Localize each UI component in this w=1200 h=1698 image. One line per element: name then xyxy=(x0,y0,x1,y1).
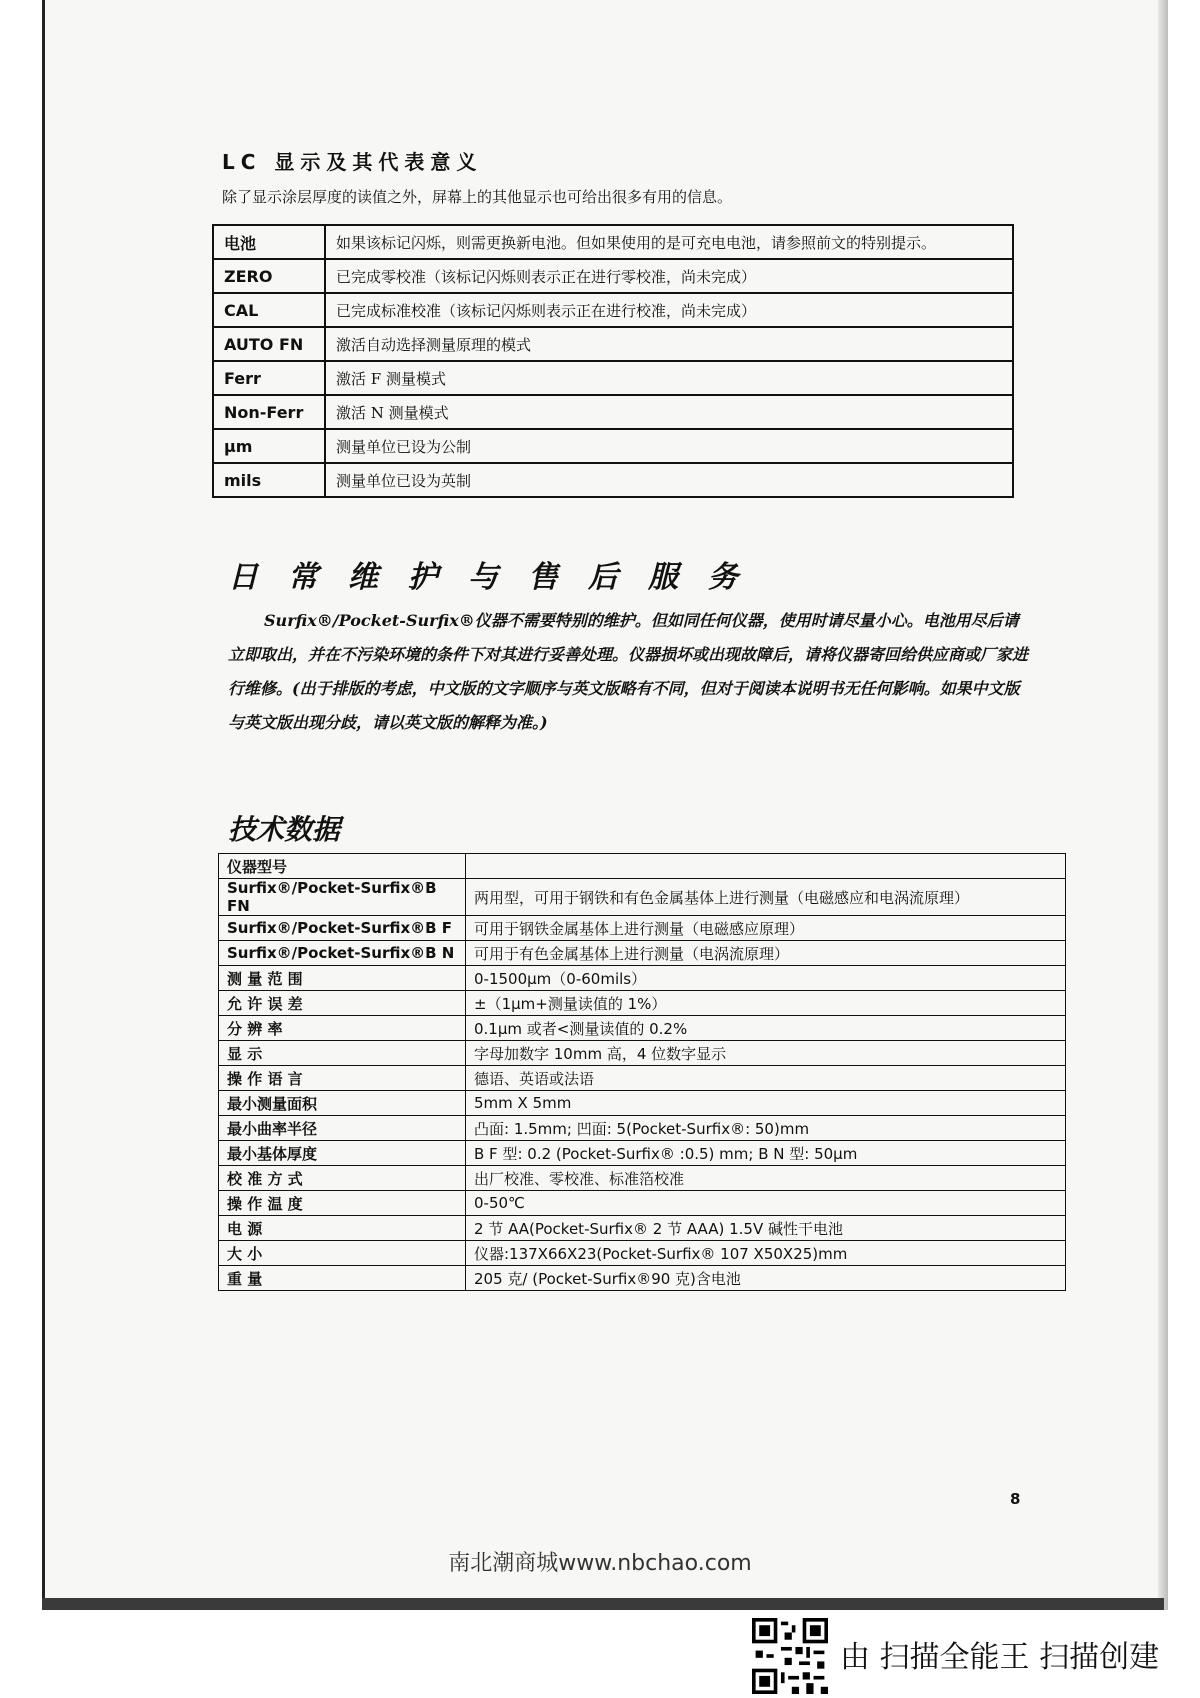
row-value: 出厂校准、零校准、标准箔校准 xyxy=(466,1166,1066,1191)
table-row xyxy=(219,941,1066,966)
row-key: 操 作 温 度 xyxy=(219,1191,466,1216)
row-key: AUTO FN xyxy=(213,327,325,361)
row-value: 凸面: 1.5mm; 凹面: 5(Pocket-Surfix®: 50)mm xyxy=(466,1116,1066,1141)
row-value: 可用于有色金属基体上进行测量（电涡流原理） xyxy=(466,941,1066,966)
row-key: Non-Ferr xyxy=(213,395,325,429)
row-key: 校 准 方 式 xyxy=(219,1166,466,1191)
tech-data-title: 技术数据 xyxy=(228,813,341,846)
table-row xyxy=(213,327,1013,361)
maintenance-title: 日常维护与售后服务 xyxy=(228,560,768,595)
row-key: Surfix®/Pocket-Surfix®B FN xyxy=(219,879,466,916)
row-value: 字母加数字 10mm 高，4 位数字显示 xyxy=(466,1041,1066,1066)
table-row xyxy=(213,463,1013,497)
row-value: 测量单位已设为公制 xyxy=(325,429,1013,463)
row-key: 大 小 xyxy=(219,1241,466,1266)
row-value: 已完成标准校准（该标记闪烁则表示正在进行校准，尚未完成） xyxy=(325,293,1013,327)
row-value: 测量单位已设为英制 xyxy=(325,463,1013,497)
row-key: 显 示 xyxy=(219,1041,466,1066)
row-value: 0-1500μm（0-60mils） xyxy=(466,966,1066,991)
row-value: 205 克/ (Pocket-Surfix®90 克)含电池 xyxy=(466,1266,1066,1291)
qr-code-icon xyxy=(752,1618,828,1694)
row-value: 0.1μm 或者<测量读值的 0.2% xyxy=(466,1016,1066,1041)
row-value: 可用于钢铁金属基体上进行测量（电磁感应原理） xyxy=(466,916,1066,941)
table-row xyxy=(219,1166,1066,1191)
row-value: ±（1μm+测量读值的 1%） xyxy=(466,991,1066,1016)
page-bottom-edge xyxy=(42,1598,1164,1610)
row-key: 仪器型号 xyxy=(219,854,466,879)
table-row xyxy=(219,854,1066,879)
row-value: 激活自动选择测量原理的模式 xyxy=(325,327,1013,361)
table-row xyxy=(219,879,1066,916)
table-row xyxy=(219,1041,1066,1066)
row-key: 允 许 误 差 xyxy=(219,991,466,1016)
table-row xyxy=(219,1216,1066,1241)
table-row xyxy=(219,1091,1066,1116)
tech-data-table xyxy=(218,853,1066,1291)
table-row xyxy=(219,1266,1066,1291)
row-key: 最小测量面积 xyxy=(219,1091,466,1116)
row-key: CAL xyxy=(213,293,325,327)
table-row xyxy=(213,395,1013,429)
row-key: 分 辨 率 xyxy=(219,1016,466,1041)
row-key: ZERO xyxy=(213,259,325,293)
table-row xyxy=(219,1141,1066,1166)
row-key: Surfix®/Pocket-Surfix®B N xyxy=(219,941,466,966)
row-value: 德语、英语或法语 xyxy=(466,1066,1066,1091)
table-row xyxy=(213,293,1013,327)
watermark-text: 南北潮商城www.nbchao.com xyxy=(448,1551,752,1576)
row-key: Surfix®/Pocket-Surfix®B F xyxy=(219,916,466,941)
row-value: 两用型，可用于钢铁和有色金属基体上进行测量（电磁感应和电涡流原理） xyxy=(466,879,1066,916)
table-row xyxy=(219,1191,1066,1216)
scanner-footer: 由 扫描全能王 扫描创建 xyxy=(840,1640,1160,1675)
row-value: 激活 N 测量模式 xyxy=(325,395,1013,429)
row-value: 如果该标记闪烁，则需更换新电池。但如果使用的是可充电电池，请参照前文的特别提示。 xyxy=(325,225,1013,259)
table-row xyxy=(213,361,1013,395)
row-value: 已完成零校准（该标记闪烁则表示正在进行零校准，尚未完成） xyxy=(325,259,1013,293)
page-number: 8 xyxy=(1010,1490,1021,1508)
lc-section-intro: 除了显示涂层厚度的读值之外，屏幕上的其他显示也可给出很多有用的信息。 xyxy=(222,188,733,206)
row-value xyxy=(466,854,1066,879)
row-key: 最小基体厚度 xyxy=(219,1141,466,1166)
row-key: μm xyxy=(213,429,325,463)
row-key: 最小曲率半径 xyxy=(219,1116,466,1141)
row-value: 5mm X 5mm xyxy=(466,1091,1066,1116)
row-key: Ferr xyxy=(213,361,325,395)
page-edge xyxy=(1158,0,1168,1610)
table-row xyxy=(219,1066,1066,1091)
row-value: 0-50℃ xyxy=(466,1191,1066,1216)
lc-display-table xyxy=(212,224,1014,498)
row-key: 重 量 xyxy=(219,1266,466,1291)
table-row xyxy=(219,1241,1066,1266)
lc-section-title: LC 显示及其代表意义 xyxy=(222,150,483,174)
row-key: 电池 xyxy=(213,225,325,259)
table-row xyxy=(219,991,1066,1016)
table-row xyxy=(213,225,1013,259)
table-row xyxy=(219,1016,1066,1041)
row-value: 激活 F 测量模式 xyxy=(325,361,1013,395)
row-key: 测 量 范 围 xyxy=(219,966,466,991)
table-row xyxy=(213,259,1013,293)
table-row xyxy=(219,1116,1066,1141)
table-row xyxy=(213,429,1013,463)
row-key: mils xyxy=(213,463,325,497)
row-key: 操 作 语 言 xyxy=(219,1066,466,1091)
maintenance-paragraph: Surfix®/Pocket-Surfix®仪器不需要特别的维护。但如同任何仪器，使用时请尽量小心。电池用尽后请立即取出，并在不污染环境的条件下对其进行妥善处理。仪器损坏或出现故障后，请将仪器寄回给供应商或厂家进行维修。(出于排版的考虑，中文版的文字顺序与英文版略有不同，但对于阅读本说明书无任何影响。如果中文版与英文版出现分歧，请以英文版的解释为准。) xyxy=(228,611,1029,732)
row-value: B F 型: 0.2 (Pocket-Surfix® :0.5) mm; B N 型: 50μm xyxy=(466,1141,1066,1166)
row-value: 仪器:137X66X23(Pocket-Surfix® 107 X50X25)mm xyxy=(466,1241,1066,1266)
row-key: 电 源 xyxy=(219,1216,466,1241)
table-row xyxy=(219,966,1066,991)
table-row xyxy=(219,916,1066,941)
row-value: 2 节 AA(Pocket-Surfix® 2 节 AAA) 1.5V 碱性干电池 xyxy=(466,1216,1066,1241)
